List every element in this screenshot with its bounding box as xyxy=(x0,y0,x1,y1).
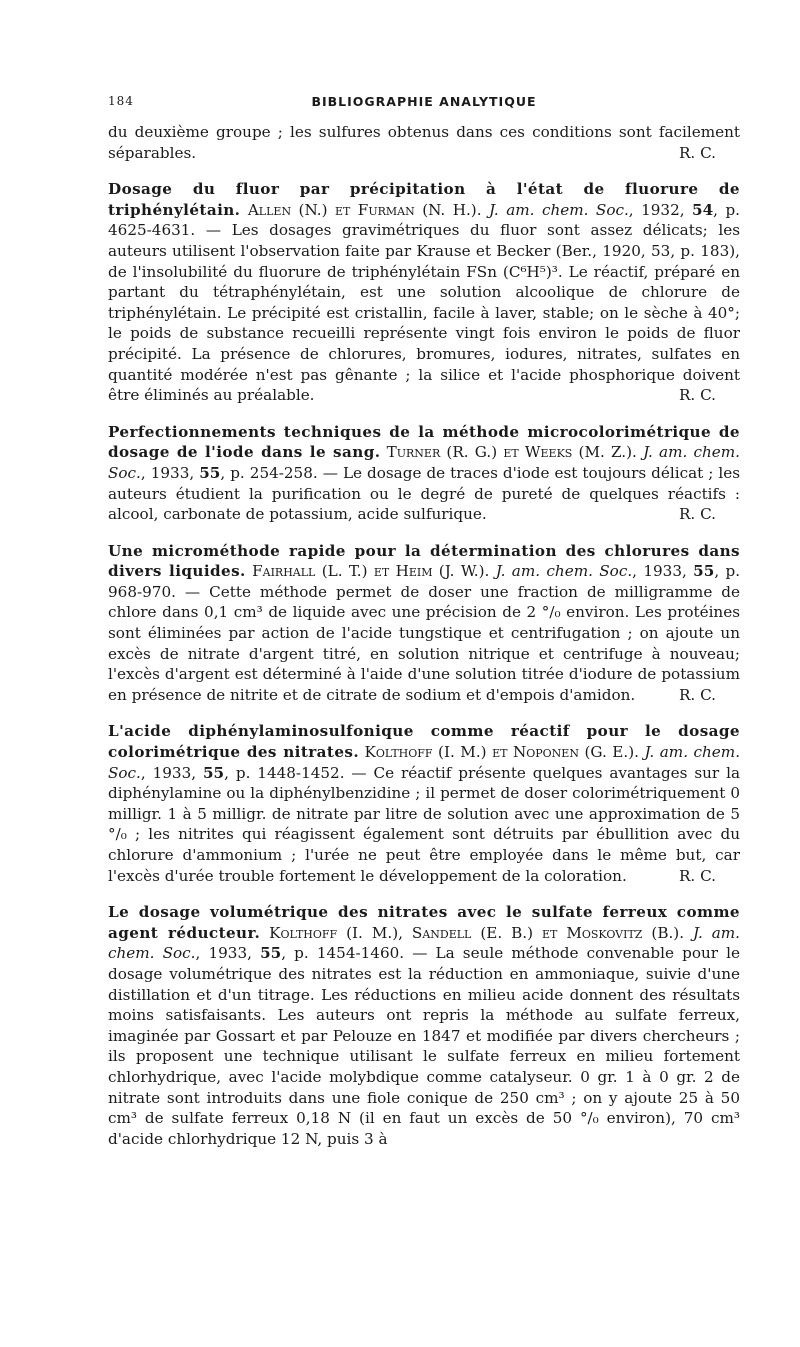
entry-title: L'acide diphénylaminosulfonique comme réactif pour le dosage colorimétrique des nitrates. xyxy=(108,722,740,762)
entry-journal: J. am. chem. Soc. xyxy=(108,443,741,482)
journal-title: BIBLIOGRAPHIE ANALYTIQUE xyxy=(311,94,537,109)
entry-body: La seule méthode convenable pour le dosage volumétrique des nitrates est la réduction en ammoniaque, suivie d'une distillation et d'un titrage. Les réductions en milieu acide donnent des résultats moins satisfaisants. Les auteurs ont repris la méthode au sulfate ferreux, imaginée par Gossart et par Pelouze en 1847 et modifiée par divers chercheurs ; ils proposent une technique utilisant le sulfate ferreux en milieu fortement chlorhydrique, avec l'acide molybdique comme catalyseur. 0 gr. 1 à 0 gr. 2 de nitrate sont introduits dans une fiole conique de 250 cm³ ; on y ajoute 25 à 50 cm³ de sulfate ferreux 0,18 N (il en faut un excès de 50 °/₀ environ), 70 cm³ d'acide chlorhydrique 12 N, puis 3 à xyxy=(108,944,740,1148)
abstract-entry xyxy=(108,541,740,706)
entry-journal: J. am. chem. Soc. xyxy=(489,200,629,219)
entry-title: Dosage du fluor par précipitation à l'état de fluorure de triphénylétain. xyxy=(108,180,740,219)
entry-body: Les dosages gravimétriques du fluor sont assez délicats; les auteurs utilisent l'observation faite par Krause et Becker (Ber., 1920, 53, p. 183), de l'insolubilité du fluorure de triphénylétain FSn (C⁶H⁵)³. Le réactif, préparé en partant du tétraphénylétain, est une solution alcoolique de chlorure de triphénylétain. Le précipité est cristallin, facile à laver, stable; on le sèche à 40°; le poids de substance recueilli représente vingt fois environ le poids de fluor précipité. La présence de chlorures, bromures, iodures, nitrates, sulfates en quantité modérée n'est pas gênante ; la silice et l'acide phosphorique doivent être éliminés au préalable. xyxy=(108,221,741,405)
signature: R. C. xyxy=(679,386,716,405)
entry-volume: 54 xyxy=(692,200,714,219)
entry-citation: , 1933, xyxy=(632,562,694,581)
entry-authors: Fairhall (L. T.) et Heim (J. W.). xyxy=(252,562,490,581)
entry-authors: Kolthoff (I. M.) et Noponen (G. E.). xyxy=(364,743,639,762)
entry-title: Perfectionnements techniques de la méthode microcolorimétrique de dosage de l'iode dans le sang. xyxy=(108,422,740,462)
entry-volume: 55 xyxy=(260,944,282,963)
abstract-entry xyxy=(108,902,740,1149)
signature: R. C. xyxy=(679,505,716,524)
entry-journal: J. am. chem. Soc. xyxy=(108,743,741,782)
page-number: 184 xyxy=(108,94,134,108)
signature: R. C. xyxy=(679,143,716,162)
intro-paragraph xyxy=(108,122,740,163)
abstract-entry xyxy=(108,422,740,525)
entry-title: Une microméthode rapide pour la détermination des chlorures dans divers liquides. xyxy=(108,541,740,581)
entry-volume: 55 xyxy=(199,463,221,482)
entry-body: Cette méthode permet de doser une fraction de milligramme de chlore dans 0,1 cm³ de liquide avec une précision de 2 °/₀ environ. Les protéines sont éliminées par action de l'acide tungstique et centrifugation ; on ajoute un excès de nitrate d'argent titré, en solution nitrique et centrifuge à nouveau; l'excès d'argent est déterminé à l'aide d'une solution titrée d'iodure de potassium en présence de nitrite et de citrate de sodium et d'empois d'amidon. xyxy=(108,582,741,704)
entry-volume: 55 xyxy=(202,763,225,782)
entry-body: Ce réactif présente quelques avantages sur la diphénylamine ou la diphénylbenzidine ; il permet de doser colorimétriquement 0 milligr. 1 à 5 milligr. de nitrate par litre de solution avec une approximation de 5 °/₀ ; les nitrites qui réagissent également sont détruits par ébullition avec du chlorure d'ammonium ; l'urée ne peut être employée dans le même but, car l'excès d'urée trouble fortement le développement de la coloration. xyxy=(108,763,740,885)
entry-pages: , p. 1448-1452. — xyxy=(224,763,367,782)
entry-citation: , 1933, xyxy=(140,463,200,482)
running-head xyxy=(108,92,740,114)
entry-citation: , 1933, xyxy=(140,763,203,782)
entry-body: Le dosage de traces d'iode est toujours délicat ; les auteurs étudient la purification ou le degré de pureté de quelques réactifs : alcool, carbonate de potassium, acide sulfurique. xyxy=(108,463,741,524)
entry-volume: 55 xyxy=(693,562,715,581)
signature: R. C. xyxy=(679,866,716,885)
entry-journal: J. am. chem. Soc. xyxy=(495,562,633,581)
entry-pages: , p. 1454-1460. — xyxy=(281,944,428,963)
entry-title: Le dosage volumétrique des nitrates avec le sulfate ferreux comme agent réducteur. xyxy=(108,903,740,942)
entry-citation: , 1932, xyxy=(628,200,693,219)
abstract-entry xyxy=(108,721,740,886)
entry-pages: , p. 968-970. — xyxy=(108,562,741,601)
entry-authors: Turner (R. G.) et Weeks (M. Z.). xyxy=(386,443,637,462)
entry-pages: , p. 4625-4631. — xyxy=(108,200,741,240)
entry-journal: J. am. chem. Soc. xyxy=(108,923,741,963)
entry-citation: , 1933, xyxy=(195,944,261,963)
abstract-entry xyxy=(108,179,740,406)
intro-text: du deuxième groupe ; les sulfures obtenus dans ces conditions sont facilement séparables. xyxy=(108,123,740,162)
entry-pages: , p. 254-258. — xyxy=(220,463,338,482)
entry-authors: Kolthoff (I. M.), Sandell (E. B.) et Moskovitz (B.). xyxy=(269,923,685,942)
signature: R. C. xyxy=(679,685,716,704)
entry-authors: Allen (N.) et Furman (N. H.). xyxy=(247,200,482,219)
page xyxy=(108,92,740,1165)
